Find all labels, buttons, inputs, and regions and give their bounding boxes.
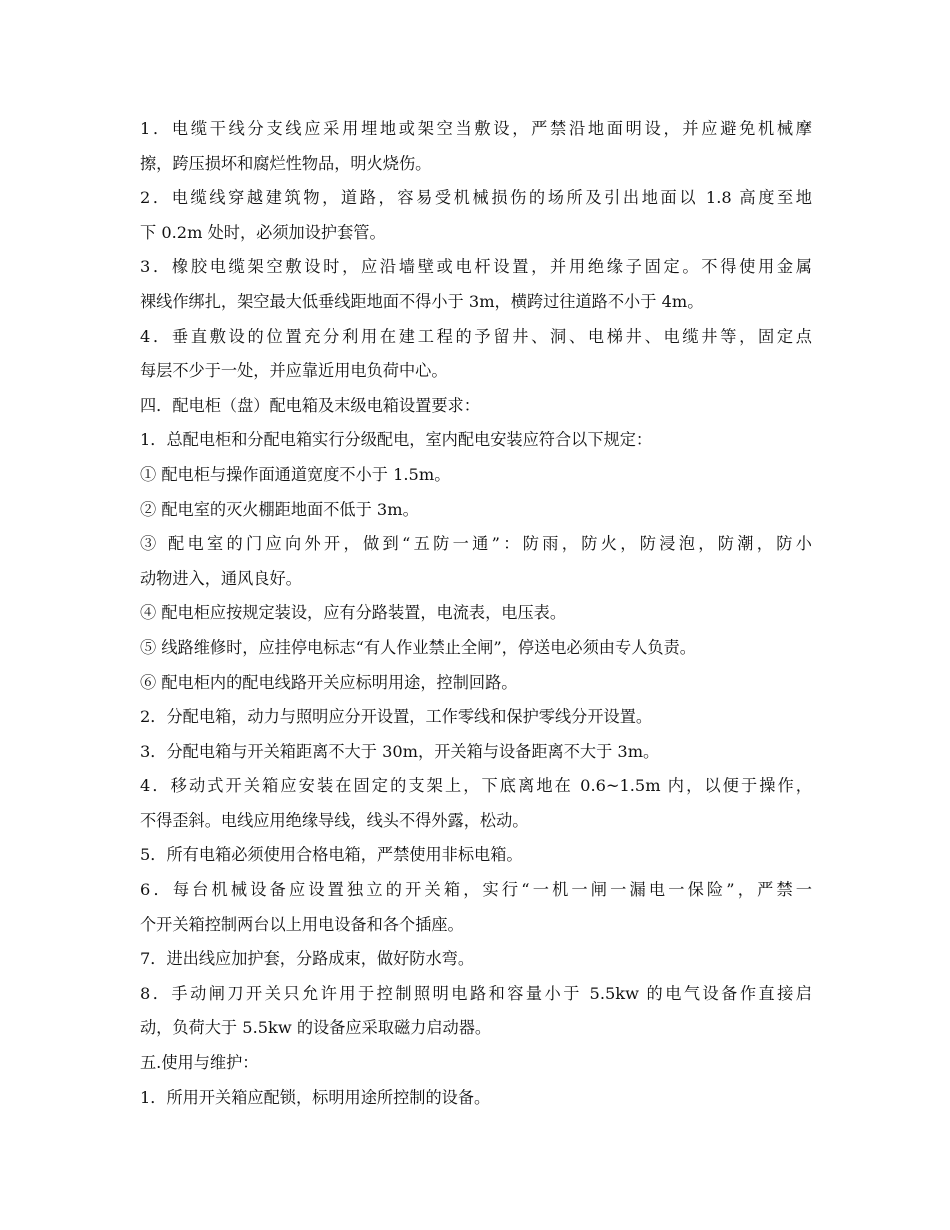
text-line: 动物进入，通风良好。 [140,568,302,588]
text-line: 裸线作绑扎，架空最大低垂线距地面不得小于 3m，横跨过往道路不小于 4m。 [140,291,704,311]
text-line: 4．垂直敷设的位置充分利用在建工程的予留井、洞、电梯井、电缆井等，固定点 [140,326,812,346]
text-line: 2．电缆线穿越建筑物，道路，容易受机械损伤的场所及引出地面以 1.8 高度至地 [140,188,812,208]
text-line: 2．分配电箱，动力与照明应分开设置，工作零线和保护零线分开设置。 [140,707,653,727]
section-heading: 五.使用与维护： [140,1053,259,1073]
text-line: 1．总配电柜和分配电箱实行分级配电，室内配电安装应符合以下规定： [140,430,653,450]
text-line: ④ 配电柜应按规定装设，应有分路装置，电流表，电压表。 [140,603,567,623]
text-line: ⑤ 线路维修时，应挂停电标志“有人作业禁止全闸”，停送电必须由专人负责。 [140,637,696,657]
text-line: ② 配电室的灭火棚距地面不低于 3m。 [140,499,419,519]
text-line: 6．每台机械设备应设置独立的开关箱，实行“一机一闸一漏电一保险”，严禁一 [140,880,812,900]
section-heading: 四．配电柜（盘）配电箱及末级电箱设置要求： [140,395,480,415]
text-line: 8．手动闸刀开关只允许用于控制照明电路和容量小于 5.5kw 的电气设备作直接启 [140,983,812,1003]
text-line: 4．移动式开关箱应安装在固定的支架上，下底离地在 0.6~1.5m 内，以便于操作， [140,776,812,796]
text-line: 3．橡胶电缆架空敷设时，应沿墙壁或电杆设置，并用绝缘子固定。不得使用金属 [140,257,812,277]
text-line: 3．分配电箱与开关箱距离不大于 30m，开关箱与设备距离不大于 3m。 [140,741,660,761]
document-body [140,112,812,1115]
text-line: 每层不少于一处，并应靠近用电负荷中心。 [140,361,448,381]
text-line: 擦，跨压损坏和腐烂性物品，明火烧伤。 [140,153,432,173]
text-line: 下 0.2m 处时，必须加设护套管。 [140,222,386,242]
text-line: ⑥ 配电柜内的配电线路开关应标明用途，控制回路。 [140,672,518,692]
text-line: 动，负荷大于 5.5kw 的设备应采取磁力启动器。 [140,1018,492,1038]
text-line: 不得歪斜。电线应用绝缘导线，线头不得外露，松动。 [140,810,529,830]
text-line: 7．进出线应加护套，分路成束，做好防水弯。 [140,949,475,969]
text-line: ③ 配电室的门应向外开，做到“五防一通”：防雨，防火，防浸泡，防潮，防小 [140,534,812,554]
text-line: 1．电缆干线分支线应采用埋地或架空当敷设，严禁沿地面明设，并应避免机械摩 [140,119,812,138]
text-line: 1．所用开关箱应配锁，标明用途所控制的设备。 [140,1087,491,1107]
text-line: 个开关箱控制两台以上用电设备和各个插座。 [140,914,464,934]
text-line: 5．所有电箱必须使用合格电箱，严禁使用非标电箱。 [140,845,523,865]
text-line: ① 配电柜与操作面通道宽度不小于 1.5m。 [140,464,451,484]
